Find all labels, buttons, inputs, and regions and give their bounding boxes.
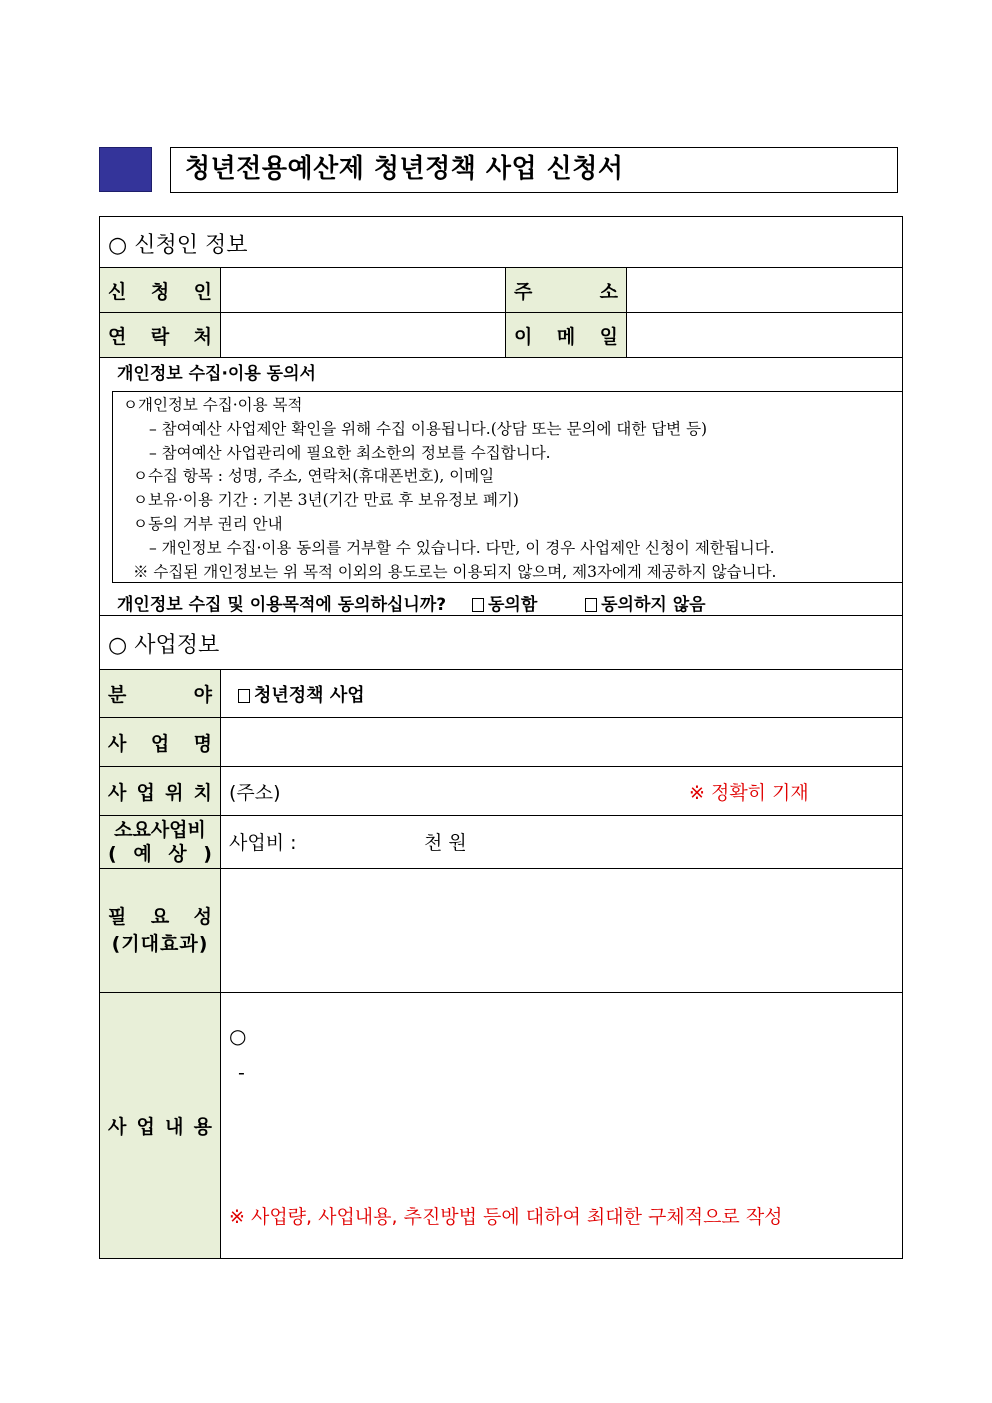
title-decoration-square (99, 147, 152, 192)
field-checkbox[interactable] (238, 689, 250, 703)
content-bullet-icon: ○ (229, 1024, 247, 1048)
label-contact: 연 락 처 (100, 313, 220, 357)
label-address: 주 소 (506, 268, 626, 312)
business-section-heading (108, 628, 219, 659)
application-form (99, 216, 903, 1259)
label-content: 사 업 내 용 (100, 993, 220, 1258)
field-value-row (238, 681, 365, 707)
consent-line: ㅇ개인정보 수집·이용 목적 (123, 396, 303, 414)
content-note: ※ 사업량, 사업내용, 추진방법 등에 대하여 최대한 구체적으로 작성 (229, 1206, 783, 1228)
label-necessity: 필 요 성 (기대효과) (100, 869, 220, 992)
address-field[interactable] (627, 268, 902, 312)
label-budget: 소요사업비 ( 예 상 ) (100, 816, 220, 868)
label-field: 분 야 (100, 670, 220, 717)
email-field[interactable] (627, 313, 902, 357)
consent-question: 개인정보 수집 및 이용목적에 동의하십니까? (117, 595, 447, 615)
disagree-checkbox[interactable] (585, 598, 597, 612)
label-email: 이 메 일 (506, 313, 626, 357)
business-name-field[interactable] (221, 718, 902, 766)
label-location: 사 업 위 치 (100, 767, 220, 815)
business-heading-text: 사업정보 (134, 633, 220, 658)
document-title: 청년전용예산제 청년정책 사업 신청서 (170, 147, 898, 193)
consent-title: 개인정보 수집·이용 동의서 (117, 364, 316, 384)
consent-text-box (112, 391, 903, 583)
agree-label: 동의함 (487, 595, 538, 615)
content-dash: - (238, 1062, 245, 1084)
consent-line: – 참여예산 사업관리에 필요한 최소한의 정보를 수집합니다. (149, 443, 551, 462)
consent-line: ㅇ수집 항목 : 성명, 주소, 연락처(휴대폰번호), 이메일 (133, 467, 495, 486)
applicant-section-heading (108, 228, 247, 259)
budget-unit: 천 원 (424, 832, 467, 854)
applicant-heading-text: 신청인 정보 (134, 233, 248, 258)
contact-field[interactable] (221, 313, 505, 357)
consent-line: – 참여예산 사업제안 확인을 위해 수집 이용됩니다.(상담 또는 문의에 대한 답변 등) (149, 419, 708, 438)
circle-icon: ○ (108, 633, 128, 658)
consent-line: ㅇ보유·이용 기간 : 기본 3년(기간 만료 후 보유정보 폐기) (133, 491, 519, 510)
circle-icon: ○ (108, 233, 128, 258)
consent-question-row (117, 590, 706, 615)
content-field[interactable] (221, 993, 902, 1193)
necessity-field[interactable] (221, 869, 902, 992)
label-applicant-name: 신 청 인 (100, 268, 220, 312)
consent-line: – 개인정보 수집·이용 동의를 거부할 수 있습니다. 다만, 이 경우 사업제안 신청이 제한됩니다. (149, 538, 775, 557)
location-note: ※ 정확히 기재 (689, 782, 809, 804)
applicant-name-field[interactable] (221, 268, 505, 312)
label-business-name: 사 업 명 (100, 718, 220, 766)
disagree-label: 동의하지 않음 (601, 595, 706, 615)
consent-line: ㅇ동의 거부 권리 안내 (133, 514, 283, 533)
field-value: 청년정책 사업 (254, 685, 365, 706)
consent-line: ※ 수집된 개인정보는 위 목적 이외의 용도로는 이용되지 않으며, 제3자에게 제공하지 않습니다. (133, 562, 777, 581)
budget-field[interactable] (315, 821, 415, 861)
location-value[interactable]: (주소) (229, 782, 281, 804)
agree-checkbox[interactable] (472, 598, 484, 612)
budget-prefix: 사업비 : (229, 832, 297, 854)
